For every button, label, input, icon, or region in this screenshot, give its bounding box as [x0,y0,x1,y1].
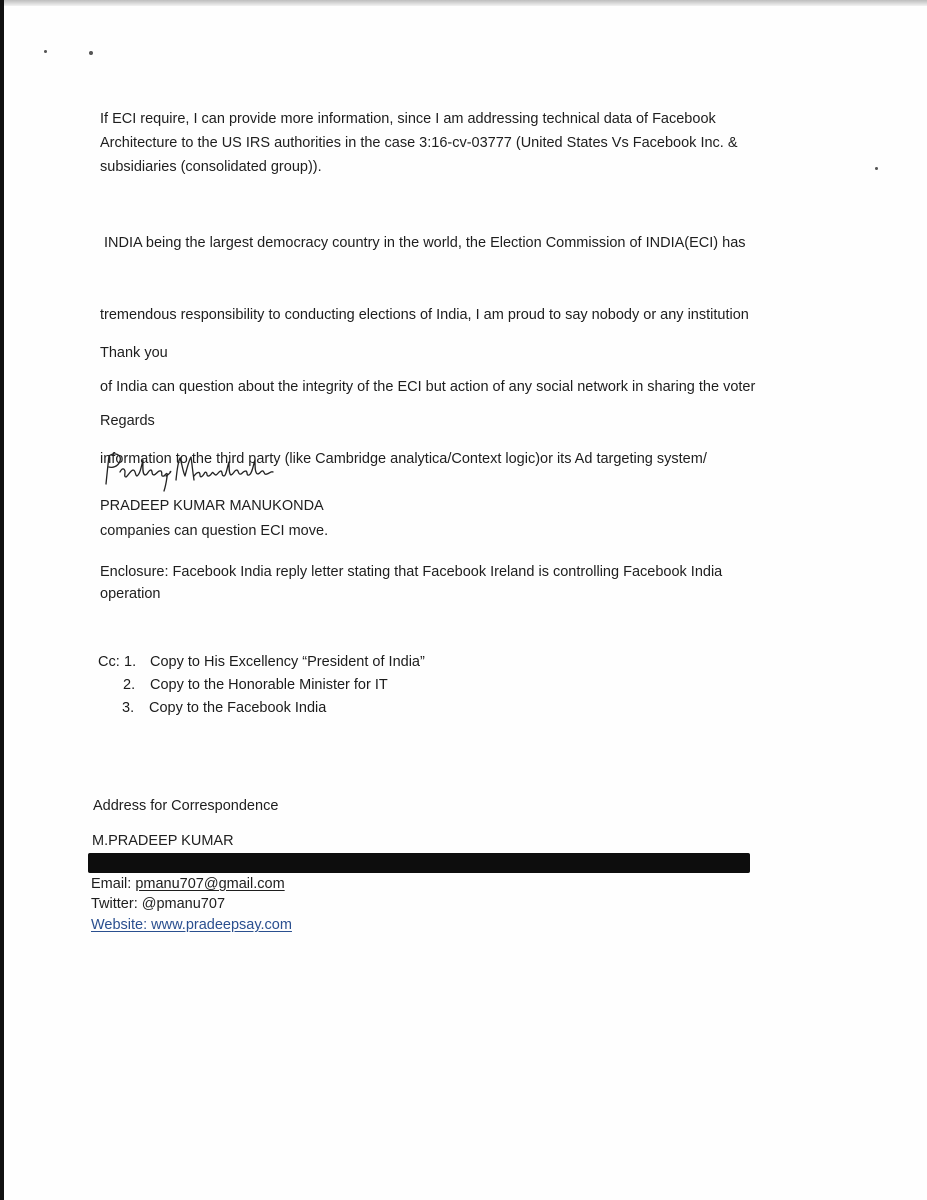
paragraph-line: companies can question ECI move. [100,523,329,539]
correspondence-heading: Address for Correspondence [93,798,279,814]
correspondence-name: M.PRADEEP KUMAR [92,833,234,849]
paragraph-india-democracy [100,183,800,591]
paragraph-line: subsidiaries (consolidated group)). [100,159,322,175]
scan-top-edge [0,0,927,6]
regards-text: Regards [100,413,155,429]
cc-label: Cc: [98,654,120,670]
redacted-address [88,853,750,873]
enclosure-line-continued: operation [100,586,161,602]
paragraph-line: Architecture to the US IRS authorities in the case 3:16-cv-03777 (United States Vs Facebook Inc. & [100,135,738,151]
enclosure-line: Enclosure: Facebook India reply letter stating that Facebook Ireland is controlling Facebook India [100,564,723,580]
cc-item-number: 3. [122,700,135,716]
cc-item-number: 1. [124,654,137,670]
paragraph-eci-information [100,107,800,179]
email-label: Email: [91,876,136,892]
twitter-handle: Twitter: @pmanu707 [91,896,226,912]
email-link[interactable]: pmanu707@gmail.com [135,876,285,892]
thank-you-text: Thank you [100,345,168,361]
handwritten-signature [100,446,280,492]
paragraph-line: information to the third party (like Cambridge analytica/Context logic)or its Ad targeting system/ [100,451,707,467]
cc-item-text: Copy to the Facebook India [149,700,327,716]
scan-speck [89,51,93,55]
scan-speck [44,50,47,53]
cc-item-text: Copy to the Honorable Minister for IT [150,677,388,693]
scan-speck [875,167,878,170]
paragraph-line: If ECI require, I can provide more information, since I am addressing technical data of Facebook [100,111,716,127]
scan-left-edge [0,0,4,1200]
paragraph-line: tremendous responsibility to conducting elections of India, I am proud to say nobody or any institution [100,307,749,323]
website-link[interactable]: Website: www.pradeepsay.com [91,917,292,933]
cc-item-text: Copy to His Excellency “President of India” [150,654,425,670]
paragraph-line: of India can question about the integrity of the ECI but action of any social network in sharing the voter [100,379,756,395]
paragraph-line: INDIA being the largest democracy country in the world, the Election Commission of INDIA(ECI) has [100,235,746,251]
cc-item-number: 2. [123,677,136,693]
signer-name: PRADEEP KUMAR MANUKONDA [100,498,324,514]
